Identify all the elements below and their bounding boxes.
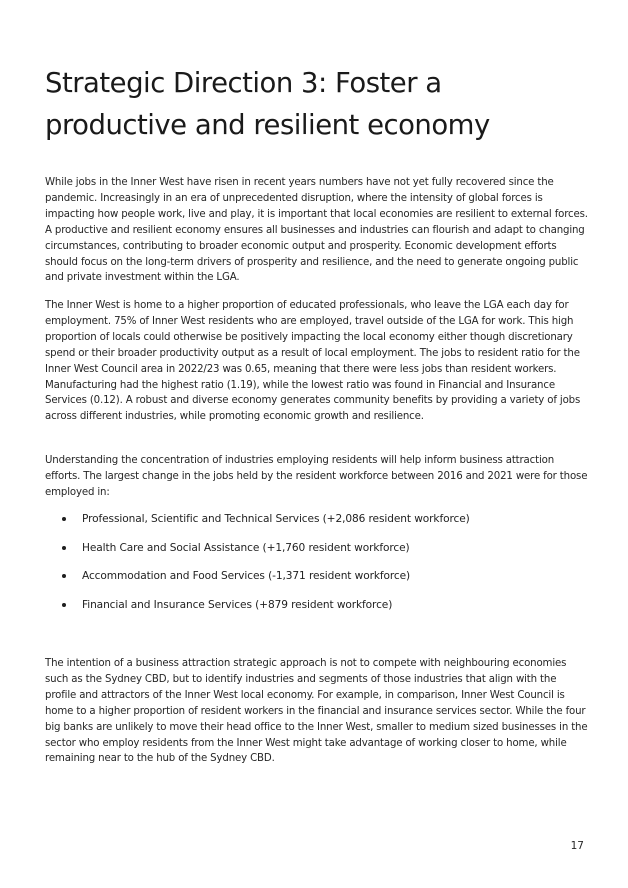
- page-title: Strategic Direction 3: Foster a productive and resilient economy: [45, 67, 490, 141]
- list-item: [45, 540, 590, 569]
- list-item: [45, 597, 590, 626]
- list-item: [45, 511, 590, 540]
- industry-change-list: [45, 511, 590, 625]
- document-page: [45, 0, 590, 888]
- bullet-icon: [62, 517, 66, 521]
- paragraph-industry-concentration: Understanding the concentration of industries employing residents will help inform business attraction efforts. The largest change in the jobs held by the resident workforce between 2016 and 2021 were for those employed in:: [45, 455, 588, 498]
- list-item-text: Professional, Scientific and Technical Services (+2,086 resident workforce): [82, 513, 470, 525]
- list-item-text: Financial and Insurance Services (+879 resident workforce): [82, 598, 393, 611]
- paragraph-business-attraction: The intention of a business attraction strategic approach is not to compete with neighbouring economies such as the Sydney CBD, but to identify industries and segments of those industries that align with the profile and attractors of the Inner West local economy. For example, in comparison, Inner West Council is home to a higher proportion of resident workers in the financial and insurance services sector. While the four big banks are unlikely to move their head office to the Inner West, smaller to medium sized businesses in the sector who employ residents from the Inner West might take advantage of working closer to home, while remaining near to the hub of the Sydney CBD.: [45, 658, 588, 765]
- page-number: 17: [570, 840, 584, 852]
- bullet-icon: [62, 574, 66, 578]
- list-item-text: Health Care and Social Assistance (+1,760 resident workforce): [82, 541, 410, 554]
- paragraph-educated-professionals: The Inner West is home to a higher proportion of educated professionals, who leave the LGA each day for employment. 75% of Inner West residents who are employed, travel outside of the LGA for work. This high proportion of locals could otherwise be positively impacting the local economy either though discretionary spend or their broader productivity output as a result of local employment. The jobs to resident ratio for the Inner West Council area in 2022/23 was 0.65, meaning that there were less jobs than resident workers. Manufacturing had the highest ratio (1.19), while the lowest ratio was found in Financial and Insurance Services (0.12). A robust and diverse economy generates community benefits by providing a variety of jobs across different industries, while promoting economic growth and resilience.: [45, 300, 581, 423]
- bullet-icon: [62, 603, 66, 607]
- paragraph-jobs-recovery: While jobs in the Inner West have risen in recent years numbers have not yet fully recovered since the pandemic. Increasingly in an era of unprecedented disruption, where the intensity of global forces is impacting how people work, live and play, it is important that local economies are resilient to external forces. A productive and resilient economy ensures all businesses and industries can flourish and adapt to changing circumstances, contributing to broader economic output and prosperity. Economic development efforts should focus on the long-term drivers of prosperity and resilience, and the need to generate ongoing public and private investment within the LGA.: [45, 177, 588, 284]
- list-item: [45, 568, 590, 597]
- list-item-text: Accommodation and Food Services (-1,371 resident workforce): [82, 570, 411, 582]
- bullet-icon: [62, 546, 66, 550]
